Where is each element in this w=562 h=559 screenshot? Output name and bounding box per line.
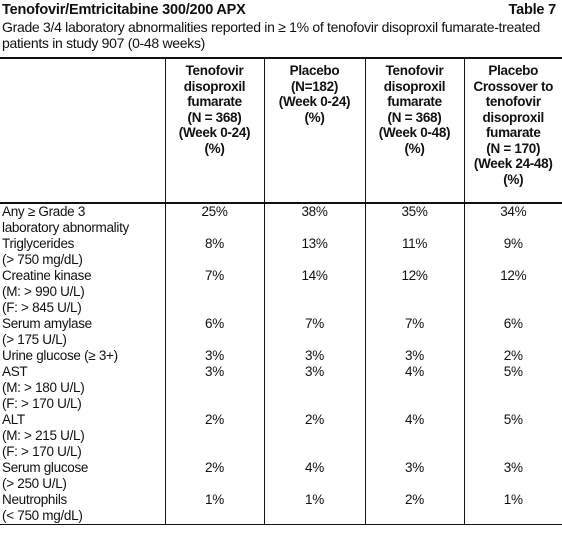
value-cell: 38% bbox=[264, 203, 365, 236]
value-cell: 12% bbox=[500, 268, 527, 283]
value-cell: 2% bbox=[165, 460, 264, 492]
value-cell: 3% bbox=[365, 348, 464, 364]
value-cell: 4% bbox=[264, 460, 365, 492]
row-label: ALT (M: > 215 U/L) (F: > 170 U/L) bbox=[0, 412, 165, 460]
value-cell: 14% bbox=[264, 268, 365, 316]
title-bar bbox=[2, 1, 558, 19]
row-label: Neutrophils (< 750 mg/dL) bbox=[0, 492, 165, 525]
row-label: AST (M: > 180 U/L) (F: > 170 U/L) bbox=[0, 364, 165, 412]
value-cell: 6% bbox=[503, 316, 523, 331]
value-cell: 2% bbox=[264, 412, 365, 460]
value-cell: 3% bbox=[165, 348, 264, 364]
header-blank-cell bbox=[0, 58, 165, 203]
value-cell: 3% bbox=[365, 460, 464, 492]
product-title: Tenofovir/Emtricitabine 300/200 APX bbox=[2, 2, 246, 18]
value-cell: 9% bbox=[503, 236, 523, 251]
table-body bbox=[0, 203, 562, 525]
value-cell: 5% bbox=[503, 364, 523, 379]
value-cell: 5% bbox=[503, 412, 523, 427]
table-row bbox=[0, 364, 562, 412]
table-caption: Grade 3/4 laboratory abnormalities reported in ≥ 1% of tenofovir disoproxil fumarate-treated patients in study 907 (0-48 weeks) bbox=[2, 19, 541, 51]
value-cell: 25% bbox=[165, 203, 264, 236]
value-cell: 35% bbox=[365, 203, 464, 236]
value-cell: 13% bbox=[264, 236, 365, 268]
column-header: Placebo (N=182) (Week 0-24) (%) bbox=[264, 58, 365, 203]
value-cell: 1% bbox=[264, 492, 365, 525]
table-row bbox=[0, 316, 562, 348]
row-label: Serum glucose (> 250 U/L) bbox=[0, 460, 165, 492]
row-label: Serum amylase (> 175 U/L) bbox=[0, 316, 165, 348]
column-header: Tenofovir disoproxil fumarate (N = 368) (Week 0-48) (%) bbox=[365, 58, 464, 203]
table-row bbox=[0, 412, 562, 460]
value-cell: 8% bbox=[165, 236, 264, 268]
value-cell: 7% bbox=[165, 268, 264, 316]
row-label: Any ≥ Grade 3 laboratory abnormality bbox=[0, 203, 165, 236]
header-row bbox=[0, 58, 562, 203]
table-number: Table 7 bbox=[508, 2, 556, 18]
value-cell: 3% bbox=[264, 364, 365, 412]
value-cell: 7% bbox=[264, 316, 365, 348]
value-cell: 3% bbox=[165, 364, 264, 412]
table-row bbox=[0, 268, 562, 316]
value-cell: 2% bbox=[503, 348, 523, 363]
table-row bbox=[0, 348, 562, 364]
row-label: Creatine kinase (M: > 990 U/L) (F: > 845 U/L) bbox=[0, 268, 165, 316]
value-cell: 2% bbox=[165, 412, 264, 460]
column-header: Tenofovir disoproxil fumarate (N = 368) (Week 0-24) (%) bbox=[165, 58, 264, 203]
table-row bbox=[0, 203, 562, 236]
value-cell: 34% bbox=[500, 204, 527, 219]
value-cell: 12% bbox=[365, 268, 464, 316]
row-label: Urine glucose (≥ 3+) bbox=[0, 348, 165, 364]
value-cell: 3% bbox=[264, 348, 365, 364]
table-row bbox=[0, 236, 562, 268]
value-cell: 1% bbox=[165, 492, 264, 525]
value-cell: 3% bbox=[503, 460, 523, 475]
row-label: Triglycerides (> 750 mg/dL) bbox=[0, 236, 165, 268]
value-cell: 2% bbox=[365, 492, 464, 525]
value-cell: 4% bbox=[365, 412, 464, 460]
lab-abnormalities-table bbox=[0, 57, 562, 525]
column-header: Placebo Crossover to tenofovir disoproxil fumarate (N = 170) (Week 24-48) (%) bbox=[464, 58, 562, 203]
value-cell: 4% bbox=[365, 364, 464, 412]
value-cell: 7% bbox=[365, 316, 464, 348]
table-row bbox=[0, 460, 562, 492]
value-cell: 6% bbox=[165, 316, 264, 348]
value-cell: 1% bbox=[464, 492, 562, 525]
table-row bbox=[0, 492, 562, 525]
value-cell: 11% bbox=[365, 236, 464, 268]
